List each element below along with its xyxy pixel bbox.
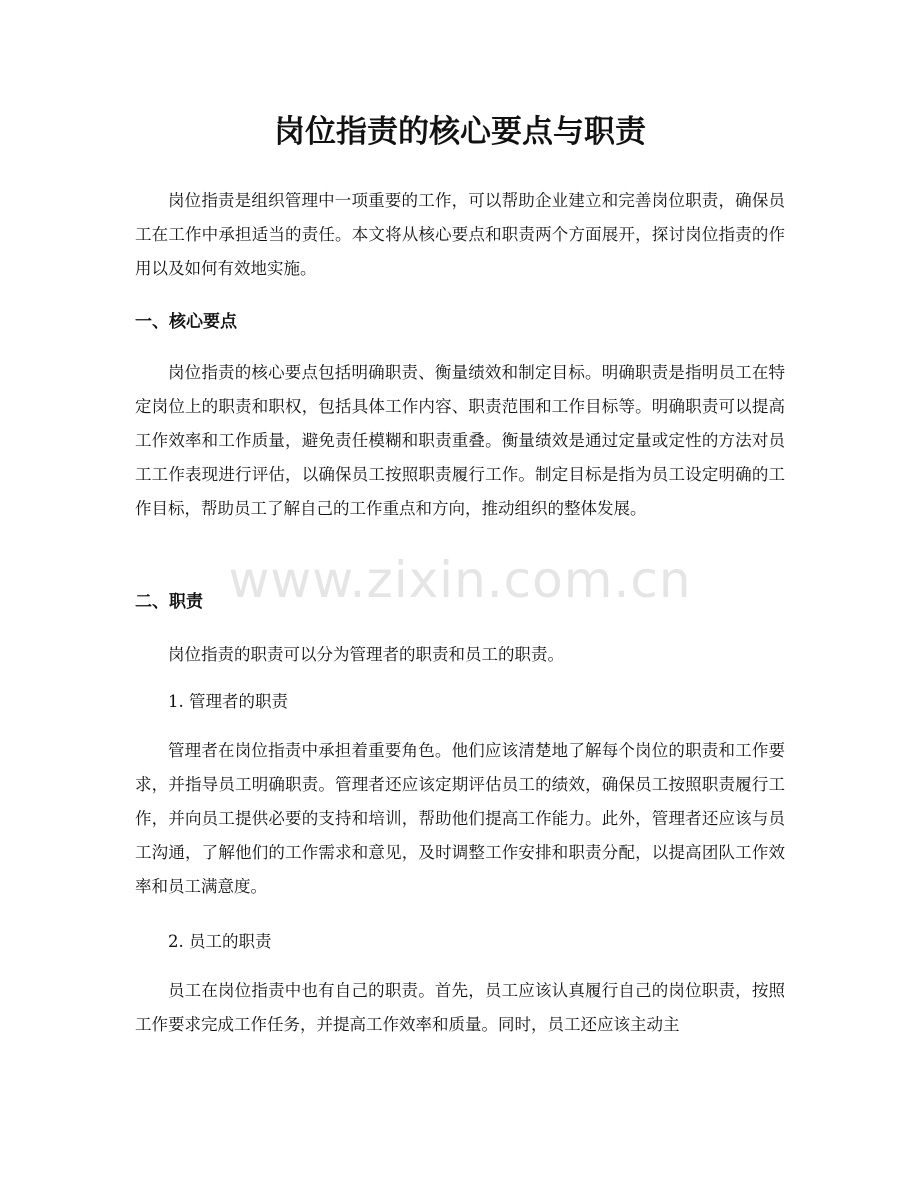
section-2-heading: 二、职责 <box>135 592 203 612</box>
subsection-1-title: 1. 管理者的职责 <box>168 692 288 711</box>
section-2-intro: 岗位指责的职责可以分为管理者的职责和员工的职责。 <box>168 645 564 664</box>
subsection-2-body: 员工在岗位指责中也有自己的职责。首先，员工应该认真履行自己的岗位职责，按照工作要求完成工作任务，并提高工作效率和质量。同时，员工还应该主动主 <box>135 981 785 1034</box>
document-title: 岗位指责的核心要点与职责 <box>274 114 646 150</box>
watermark: www.zixin.com.cn <box>228 551 692 609</box>
subsection-1-body: 管理者在岗位指责中承担着重要角色。他们应该清楚地了解每个岗位的职责和工作要求，并指导员工明确职责。管理者还应该定期评估员工的绩效，确保员工按照职责履行工作，并向员工提供必要的支持和培训，帮助他们提高工作能力。此外，管理者还应该与员工沟通，了解他们的工作需求和意见，及时调整工作安排和职责分配，以提高团队工作效率和员工满意度。 <box>135 741 785 896</box>
intro-paragraph: 岗位指责是组织管理中一项重要的工作，可以帮助企业建立和完善岗位职责，确保员工在工作中承担适当的责任。本文将从核心要点和职责两个方面展开，探讨岗位指责的作用以及如何有效地实施。 <box>135 191 785 278</box>
section-1-heading: 一、核心要点 <box>135 312 237 332</box>
subsection-2-title: 2. 员工的职责 <box>168 932 272 951</box>
section-1-body: 岗位指责的核心要点包括明确职责、衡量绩效和制定目标。明确职责是指明员工在特定岗位上的职责和职权，包括具体工作内容、职责范围和工作目标等。明确职责可以提高工作效率和工作质量，避免责任模糊和职责重叠。衡量绩效是通过定量或定性的方法对员工工作表现进行评估，以确保员工按照职责履行工作。制定目标是指为员工设定明确的工作目标，帮助员工了解自己的工作重点和方向，推动组织的整体发展。 <box>135 363 785 518</box>
